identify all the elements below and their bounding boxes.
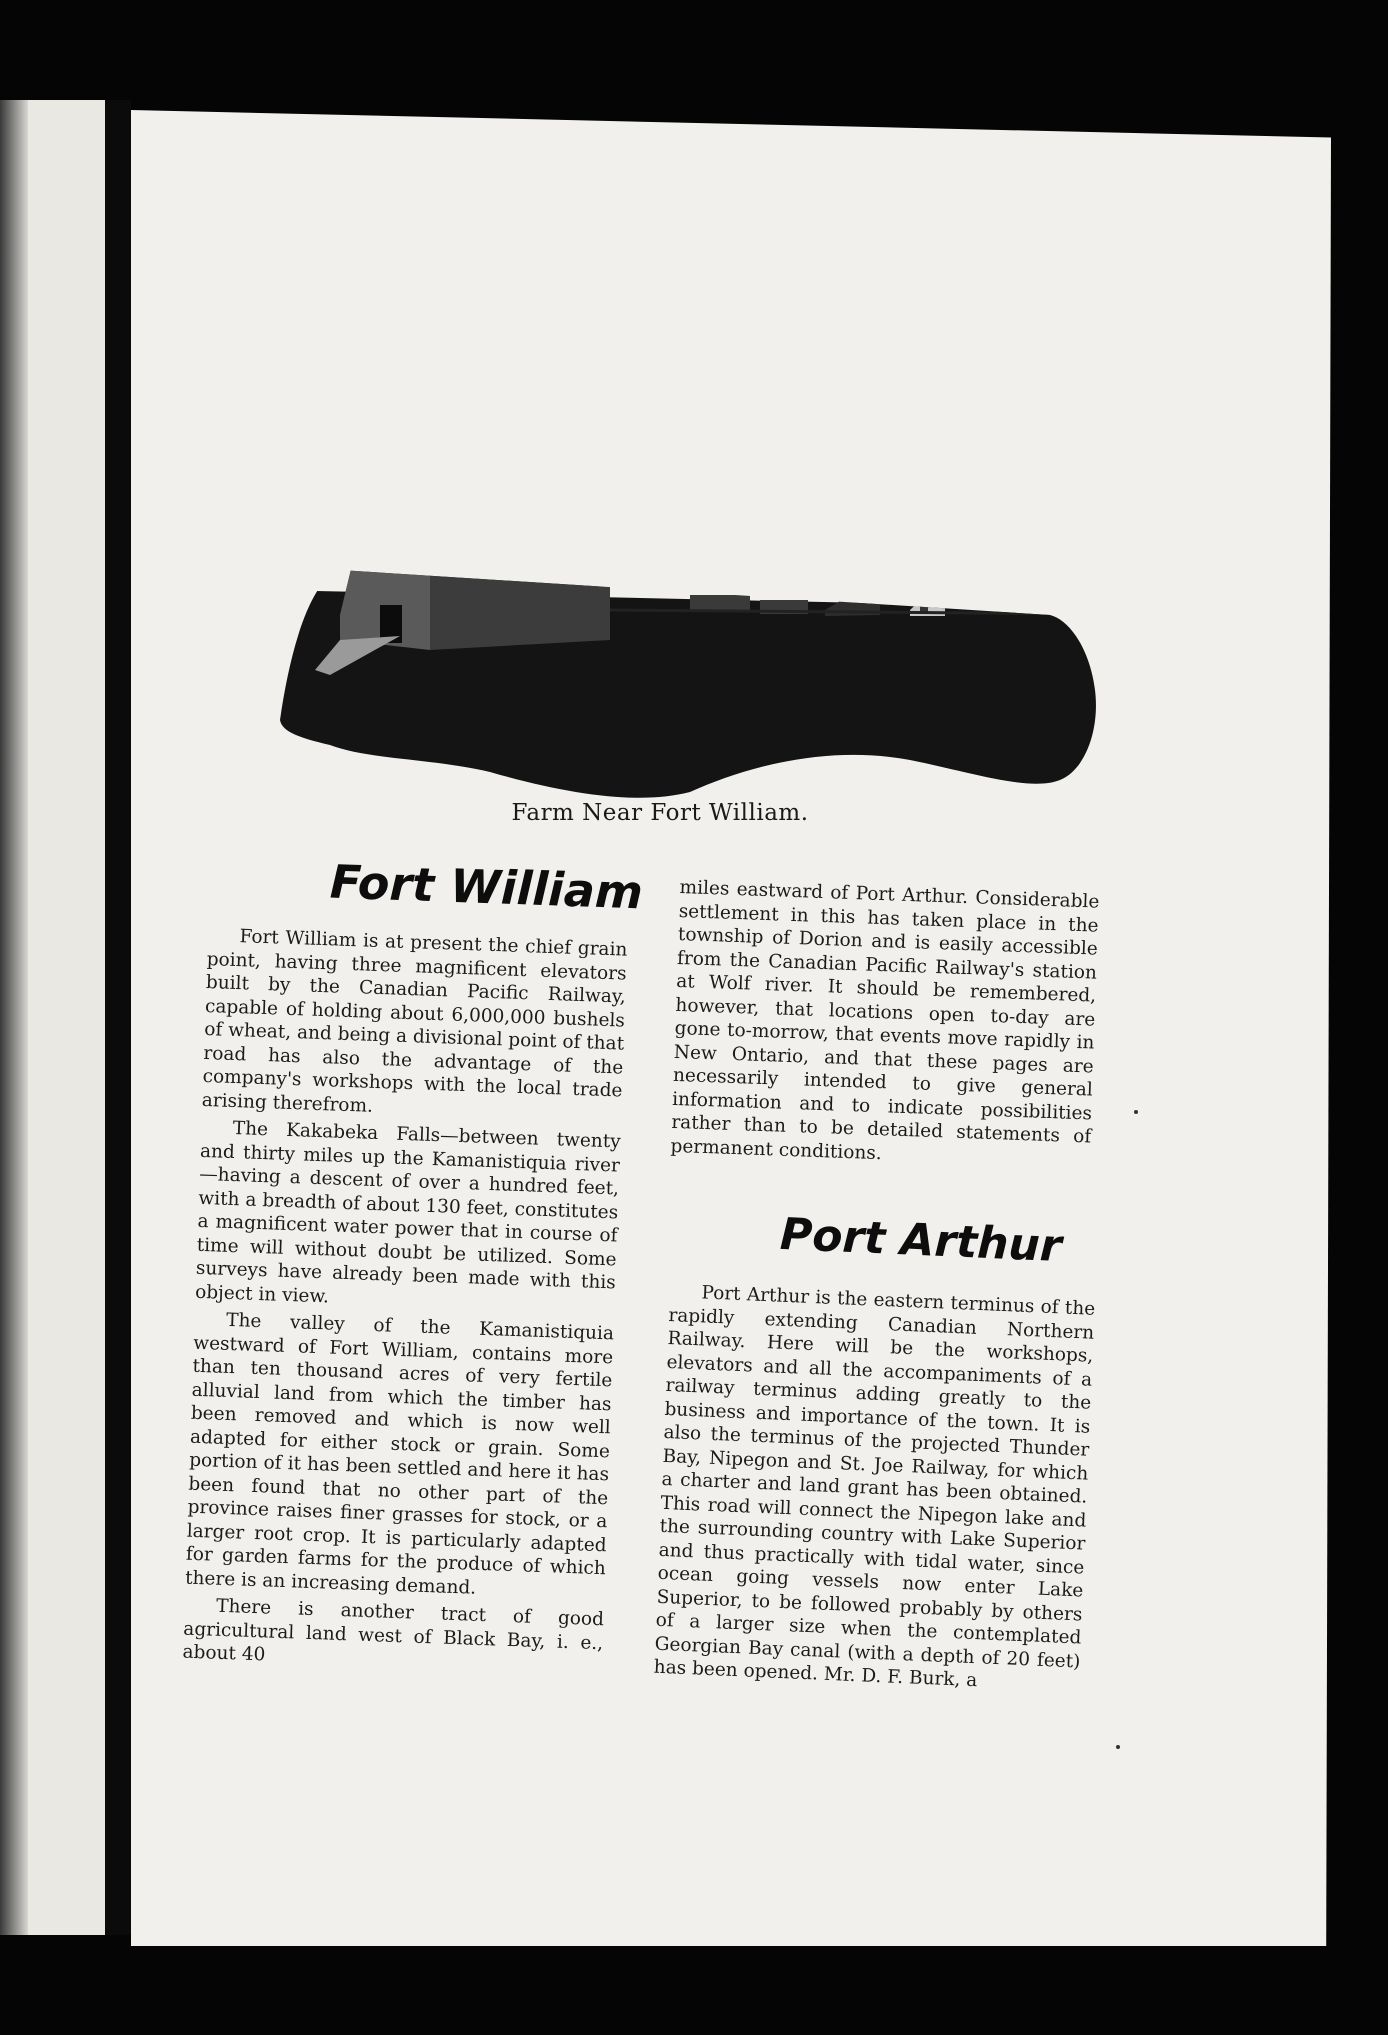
facing-page-shadow [0,100,28,1935]
scan-speck [1134,1110,1138,1114]
barn-wall [430,520,610,650]
book-gutter [105,100,131,1935]
fort-william-continuation [670,876,1100,1176]
paragraph: The Kakabeka Falls—between twenty and thirty miles up the Kamanistiquia river—having a descent of over a hundred feet, with a breadth of about 130 feet, constitutes a magnificent water power that in course of time will without doubt be utilized. Some surveys have already been made with this object in view. [194,1117,622,1307]
port-arthur-column [653,1280,1096,1701]
photo-scene [270,400,1100,810]
farm-photograph [270,400,1100,810]
paragraph: miles eastward of Port Arthur. Considerable settlement in this has taken place in the township of Dorion and is easily accessible from the Canadian Pacific Railway's station at Wolf river. It should be remembered, however, that locations open to-day are gone to-morrow, that events move rapidly in New Ontario, and that these pages are necessarily intended to give general information and to indicate possibilities rather than to be detailed statements of permanent conditions. [670,876,1100,1164]
section-heading-fort-william: Fort William [329,854,644,920]
paragraph: There is another tract of good agricultural land west of Black Bay, i. e., about 40 [182,1595,605,1666]
fort-william-column [182,924,628,1683]
paragraph: The valley of the Kamanistiquia westward of Fort William, contains more than ten thousand acres of very fertile alluvial land from which the timber has been removed and which is now well adapted for either stock or grain. Some portion of it has been settled and here it has been found that no other part of the province raises finer grasses for stock, or a larger root crop. It is particularly adapted for garden farms for the produce of which there is an increasing demand. [184,1309,615,1599]
section-heading-port-arthur: Port Arthur [779,1208,1063,1273]
photo-caption: Farm Near Fort William. [511,800,809,826]
paragraph: Port Arthur is the eastern terminus of the rapidly extending Canadian Northern Railway. Here will be the workshops, elevators and all the accompaniments of a railway terminus adding greatly to the business and importance of the town. It is also the terminus of the projected Thunder Bay, Nipegon and St. Joe Railway, for which a charter and land grant has been obtained. This road will connect the Nipegon lake and the surrounding country with Lake Superior and thus practically with tidal water, since ocean going vessels now enter Lake Superior, to be followed probably by others of a larger size when the contemplated Georgian Bay canal (with a depth of 20 feet) has been opened. Mr. D. F. Burk, a [653,1282,1096,1692]
scan-speck [1116,1745,1120,1749]
paragraph: Fort William is at present the chief grain point, having three magnificent elevators built by the Canadian Pacific Railway, capable of holding about 6,000,000 bushels of wheat, and being a divisional point of that road has also the advantage of the company's workshops with the local trade arising therefrom. [201,926,628,1117]
distant-building [690,595,750,611]
